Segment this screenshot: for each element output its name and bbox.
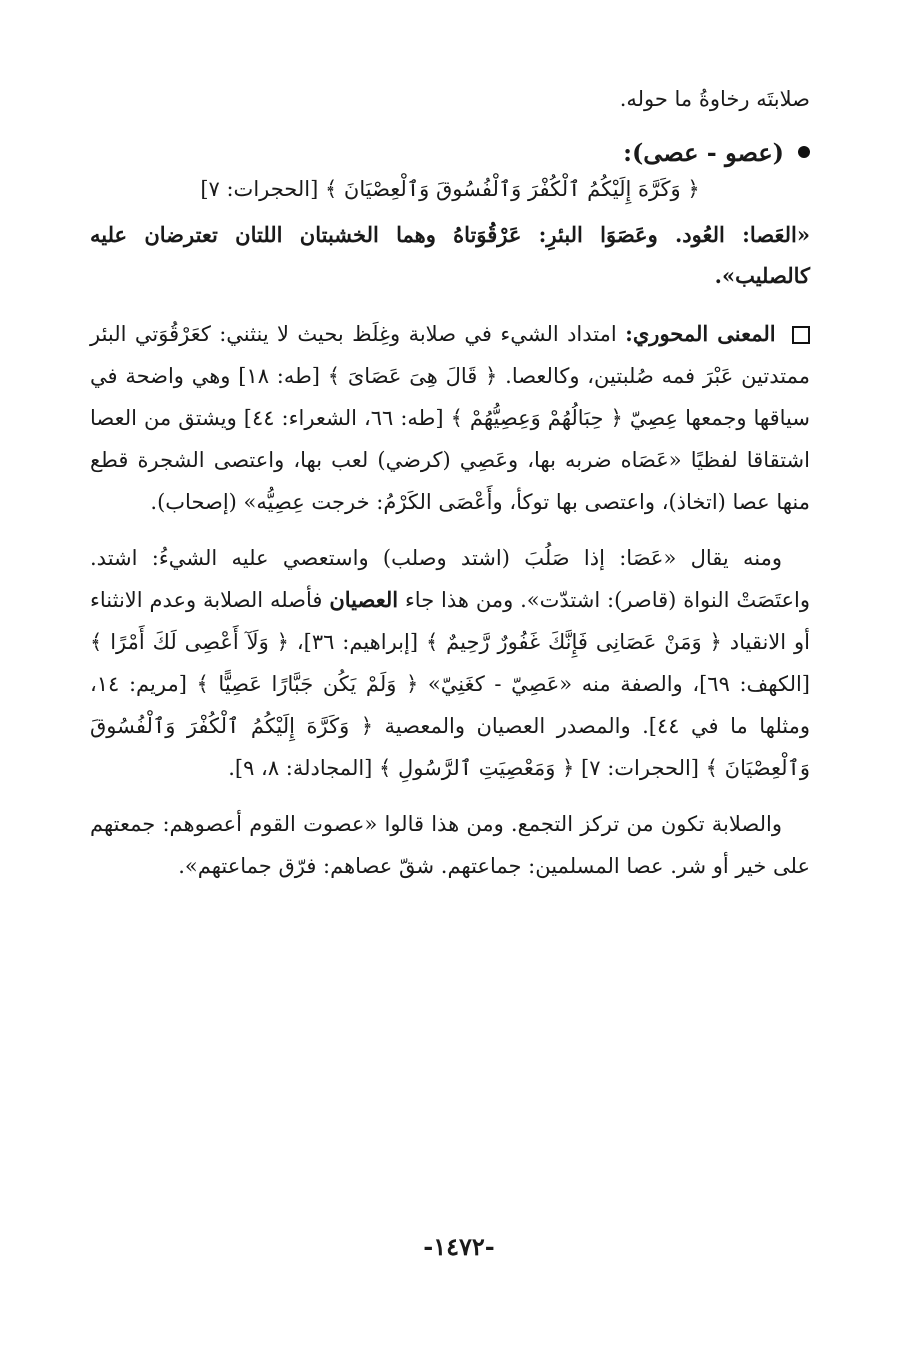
page-number: -١٤٧٢- <box>423 1232 495 1261</box>
core-meaning-text: امتداد الشيء في صلابة وغِلَظ بحيث لا ينثني: كعَرْقُوَتي البئر ممتدتين عَبْرَ فمه صُلبتين، وكالعصا. ﴿ قَالَ هِىَ عَصَاىَ ﴾ [طه: ١٨] وهي واضحة في سياقها وجمعها عِصِيّ ﴿ حِبَالُهُمْ وَعِصِيُّهُمْ ﴾ [طه: ٦٦، الشعراء: ٤٤] ويشتق من العصا اشتقاقا لفظيًا «عَصَاه ضربه بها، وعَصِي (كرضي) لعب بها، واعتصى الشجرة قطع منها عصا (اتخاذ)، واعتصى بها توكأ، وأَعْصَى الكَرْمُ: خرجت عِصِيُّه» (إصحاب). <box>90 321 810 514</box>
para3-text: والصلابة تكون من تركز التجمع. ومن هذا قالوا «عصوت القوم أعصوهم: جمعتهم على خير أو شر. عصا المسلمين: جماعتهم. شقّ عصاهم: فرّق جماعتهم». <box>90 811 810 878</box>
page-content <box>90 80 810 901</box>
core-meaning-paragraph <box>90 313 810 523</box>
square-icon <box>792 326 810 344</box>
disobedience-paragraph <box>90 537 810 789</box>
entry-heading-text: (عصو - عصى): <box>623 137 784 167</box>
core-meaning-label: المعنى المحوري: <box>625 320 776 346</box>
para2-lead: ومنه يقال «عَصَا: إذا صَلُبَ (اشتد وصلب) واستعصي عليه الشيءُ: اشتد. واعتَصَتْ النواة (قاصر): اشتدّت». ومن هذا جاء <box>90 545 810 612</box>
definition-paragraph: «العَصا: العُود. وعَصَوَا البئرِ: عَرْقُوَتاهُ وهما الخشبتان اللتان تعترضان عليه كالصليب». <box>90 221 810 288</box>
gathering-paragraph <box>90 803 810 887</box>
quran-verse: ﴿ وَكَرَّهَ إِلَيْكُمُ ٱلْكُفْرَ وَٱلْفُسُوقَ وَٱلْعِصْيَانَ ﴾ [الحجرات: ٧] <box>200 176 700 201</box>
para2-rest: فأصله الصلابة وعدم الانثناء أو الانقياد ﴿ وَمَنْ عَصَانِى فَإِنَّكَ غَفُورٌ رَّحِيمٌ ﴾ [إبراهيم: ٣٦]، ﴿ وَلَآ أَعْصِى لَكَ أَمْرًا ﴾ [الكهف: ٦٩]، والصفة منه «عَصِيّ - كغَنِيّ» ﴿ وَلَمْ يَكُن جَبَّارًا عَصِيًّا ﴾ [مريم: ١٤، ومثلها ما في ٤٤]. والمصدر العصيان والمعصية ﴿ وَكَرَّهَ إِلَيْكُمُ ٱلْكُفْرَ وَٱلْفُسُوقَ وَٱلْعِصْيَانَ ﴾ [الحجرات: ٧] ﴿ وَمَعْصِيَتِ ٱلرَّسُولِ ﴾ [المجادلة: ٨، ٩]. <box>90 587 810 780</box>
para2-bold-term: العصيان <box>329 586 399 612</box>
bullet-icon <box>798 146 810 158</box>
entry-heading <box>90 138 810 167</box>
top-line: صلابتَه رخاوةُ ما حوله. <box>619 87 810 111</box>
